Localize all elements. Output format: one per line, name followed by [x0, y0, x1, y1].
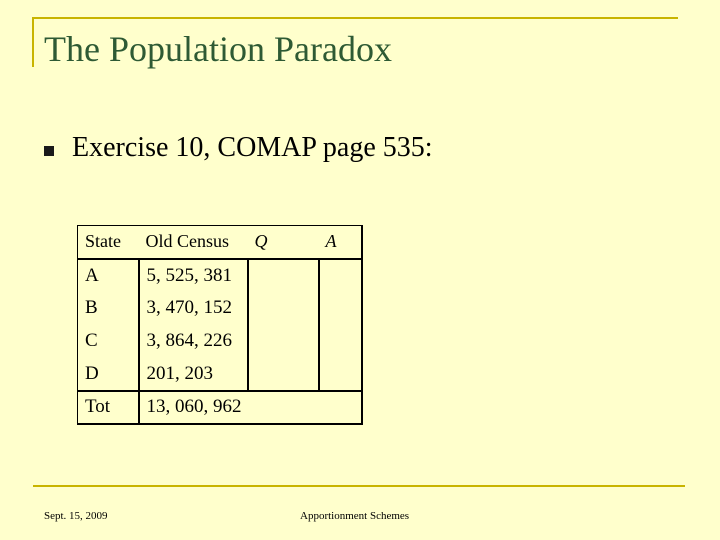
cell-q [248, 292, 319, 325]
square-bullet-icon [44, 146, 54, 156]
table-total-row [78, 391, 362, 424]
table-header-row [78, 226, 362, 259]
cell-q [248, 259, 319, 292]
cell-a [319, 325, 362, 358]
cell-state: B [78, 292, 139, 325]
cell-census: 5, 525, 381 [139, 259, 248, 292]
header-q: Q [248, 226, 319, 259]
cell-census: 3, 470, 152 [139, 292, 248, 325]
header-a: A [319, 226, 362, 259]
table-row [78, 325, 362, 358]
cell-total-label: Tot [78, 391, 139, 424]
cell-state: A [78, 259, 139, 292]
slide-title: The Population Paradox [44, 29, 392, 69]
footer-date: Sept. 15, 2009 [44, 510, 108, 522]
bullet-text: Exercise 10, COMAP page 535: [72, 132, 433, 163]
cell-a [319, 358, 362, 391]
census-table [77, 225, 363, 425]
cell-state: D [78, 358, 139, 391]
footer-title: Apportionment Schemes [300, 510, 410, 522]
frame-left-rule [32, 17, 34, 67]
table-row [78, 292, 362, 325]
header-state: State [78, 226, 139, 259]
cell-total-census: 13, 060, 962 [139, 391, 362, 424]
cell-q [248, 358, 319, 391]
frame-top-rule [33, 17, 678, 19]
cell-a [319, 292, 362, 325]
cell-census: 3, 864, 226 [139, 325, 248, 358]
cell-state: C [78, 325, 139, 358]
header-old-census: Old Census [139, 226, 248, 259]
cell-q [248, 325, 319, 358]
table-row [78, 358, 362, 391]
footer-rule [33, 485, 685, 487]
table-row [78, 259, 362, 292]
cell-a [319, 259, 362, 292]
cell-census: 201, 203 [139, 358, 248, 391]
